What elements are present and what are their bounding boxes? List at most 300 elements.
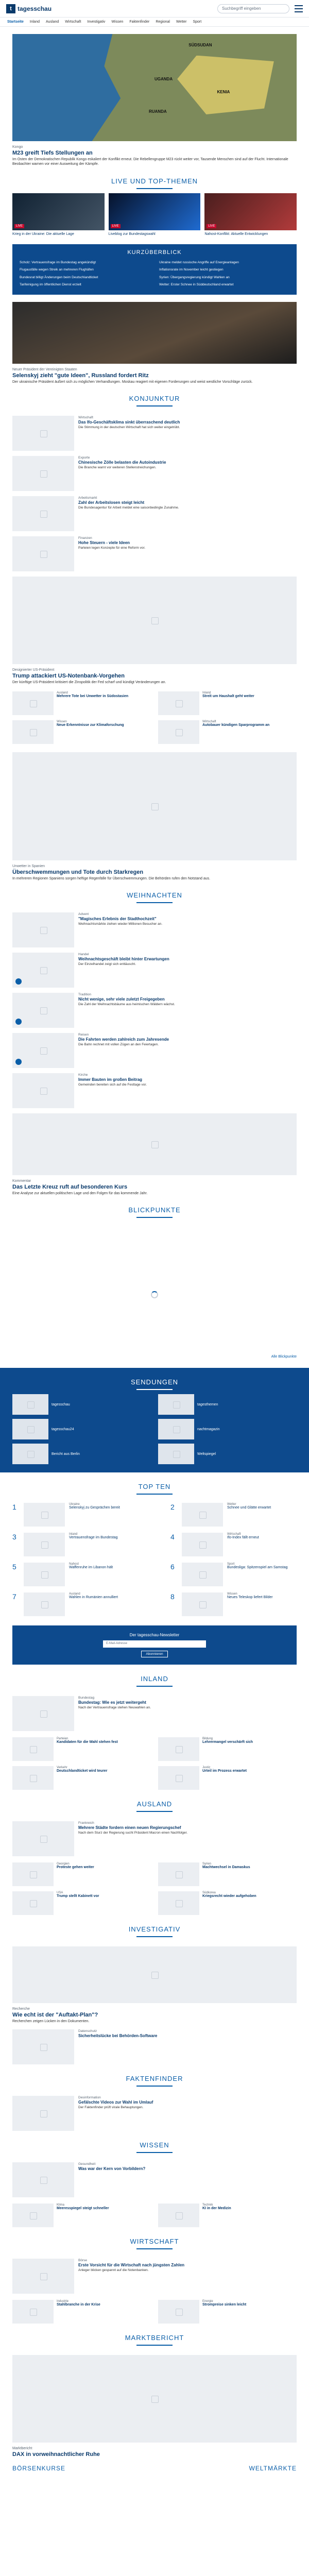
list-item[interactable] (12, 1033, 297, 1068)
item-text: Der Faktenfinder prüft virale Behauptungen. (78, 2105, 144, 2109)
topten-item[interactable] (170, 1563, 297, 1586)
nav-item[interactable]: Ausland (45, 20, 59, 24)
topten-item[interactable] (12, 1563, 139, 1586)
show-item[interactable] (158, 1444, 297, 1464)
item-text: Die Bundesagentur für Arbeit meldet eine saisonbedingte Zunahme. (78, 506, 179, 510)
grid-item[interactable] (158, 720, 297, 744)
play-icon[interactable] (15, 1059, 22, 1065)
thumbnail-image (24, 1592, 65, 1616)
article-teaser[interactable] (12, 668, 297, 685)
rank-number: 3 (12, 1533, 16, 1541)
item-headline[interactable]: Mehrere Tote bei Unwetter in Südostasien (57, 694, 129, 698)
thumbnail-image (12, 1419, 48, 1439)
brief-item[interactable]: Ukraine meldet russische Angriffe auf Energieanlagen (159, 260, 239, 264)
article-text: In mehreren Regionen Spaniens sorgen heftige Regenfälle für Überschwemmungen. Die Behörden rufen den Notstand aus. (12, 876, 211, 880)
show-title: tagesschau24 (52, 1427, 74, 1431)
thumbnail-image (158, 1766, 199, 1790)
thumbnail-image (158, 720, 199, 744)
item-headline[interactable]: Strompreise sinken leicht (202, 2302, 247, 2307)
item-kicker: Finanzen (78, 536, 92, 540)
item-headline[interactable]: Neues Teleskop liefert Bilder (227, 1596, 273, 1600)
grid-item[interactable] (158, 2204, 297, 2227)
live-row (12, 193, 297, 236)
article-teaser[interactable] (12, 2447, 297, 2458)
thumbnail-image (158, 1444, 194, 1464)
item-headline[interactable]: Selenskyj zu Gesprächen bereit (69, 1506, 120, 1510)
thumbnail-image (158, 1394, 194, 1415)
nav-item[interactable]: Inland (29, 20, 40, 24)
grid-item[interactable] (158, 1737, 297, 1761)
newsletter-box (12, 1625, 297, 1665)
article-image[interactable] (12, 302, 297, 364)
article-text: Der künftige US-Präsident kritisiert die Zinspolitik der Fed scharf und kündigt Veränderungen an. (12, 681, 166, 685)
item-headline[interactable]: Was war der Kern von Vorbildern? (78, 2166, 146, 2171)
item-headline[interactable]: Wahlen in Rumänien annulliert (69, 1596, 118, 1600)
article-text: Der ukrainische Präsident äußert sich zu möglichen Verhandlungen. Moskau reagiert mit eigenen Forderungen und weist westliche Vorschläge zurück. (12, 380, 253, 384)
grid-item[interactable] (12, 1891, 151, 1915)
thumbnail-image (12, 1891, 54, 1915)
nav-item[interactable]: Faktenfinder (129, 20, 150, 24)
grid-item[interactable] (12, 1862, 151, 1886)
thumbnail-image (12, 1766, 54, 1790)
rank-number: 5 (12, 1563, 16, 1571)
article-teaser[interactable] (12, 1179, 297, 1196)
brief-item[interactable]: Bundesrat billigt Änderungen beim Deutschlandticket (20, 275, 98, 279)
item-headline[interactable]: Deutschlandticket wird teurer (57, 1769, 108, 1773)
item-text: Parteien legen Konzepte für eine Reform vor. (78, 546, 146, 550)
live-title: Krieg in der Ukraine: Die aktuelle Lage (12, 232, 74, 236)
item-kicker: Inland (202, 691, 211, 694)
item-kicker: Börse (78, 2258, 87, 2262)
article-text: Eine Analyse zur aktuellen politischen Lage und den Folgen für das kommende Jahr. (12, 1191, 148, 1195)
brief-item[interactable]: Syrien: Übergangsregierung kündigt Wahlen an (159, 275, 230, 279)
item-kicker: Bildung (202, 1737, 213, 1741)
list-item[interactable] (12, 2096, 297, 2131)
article-image[interactable] (12, 577, 297, 664)
market-links (12, 2465, 297, 2472)
thumbnail-image (12, 496, 74, 531)
live-card[interactable] (109, 193, 201, 236)
grid-item[interactable] (158, 1862, 297, 1886)
section-title-investigativ: INVESTIGATIV (0, 1915, 309, 1941)
item-kicker: Inland (69, 1533, 78, 1536)
rank-number: 8 (170, 1592, 175, 1601)
grid-item[interactable] (12, 720, 151, 744)
list-item[interactable] (12, 2259, 297, 2294)
list-item[interactable] (12, 496, 297, 531)
hero-text: Im Osten der Demokratischen Republik Kongo eskaliert der Konflikt erneut. Die Rebellengruppe M23 rückt weiter vor, Tausende Menschen sind auf der Flucht. Internationale Beobachter warnen vor einer Ausweitung der Kämpfe. (12, 158, 288, 166)
live-title: Nahost-Konflikt: Aktuelle Entwicklungen (204, 232, 268, 236)
article-image[interactable] (12, 1946, 297, 2003)
item-headline[interactable]: Vertrauensfrage im Bundestag (69, 1536, 118, 1540)
show-item[interactable] (158, 1394, 297, 1415)
list-item[interactable] (12, 1821, 297, 1856)
item-kicker: Bundestag (78, 1696, 95, 1700)
main-nav (0, 18, 309, 27)
map-label: UGANDA (154, 77, 173, 82)
newsletter-email-input[interactable]: E-Mail-Adresse (103, 1640, 206, 1648)
thumbnail-image (12, 2029, 74, 2064)
thumbnail-image (182, 1592, 223, 1616)
thumbnail-image (12, 1821, 74, 1856)
live-title: Liveblog zur Bundestagswahl (108, 232, 156, 236)
section-title-inland: INLAND (0, 1665, 309, 1691)
thumbnail-image (12, 993, 74, 1028)
item-text: Die Bahn rechnet mit vollen Zügen an den Feiertagen. (78, 1042, 159, 1046)
item-text: Die Zahl der Weihnachtsbäume aus heimischen Wäldern wächst. (78, 1002, 175, 1006)
item-headline[interactable]: Neue Erkenntnisse zur Klimaforschung (57, 723, 124, 727)
topten-item[interactable] (170, 1592, 297, 1616)
newsletter-subscribe-button[interactable]: Abonnieren (141, 1651, 167, 1657)
thumbnail-image (182, 1533, 223, 1556)
map-label: SÜDSUDAN (188, 42, 212, 47)
article-headline[interactable]: Wie echt ist der "Auftakt-Plan"? (12, 2012, 98, 2019)
section-title-weihnachten: WEIHNACHTEN (0, 881, 309, 907)
item-kicker: Justiz (202, 1766, 211, 1770)
show-title: Bericht aus Berlin (52, 1452, 80, 1456)
live-image (12, 193, 105, 230)
thumbnail-image (12, 456, 74, 491)
article-kicker: Recherche (12, 2007, 30, 2011)
item-kicker: Ausland (69, 1592, 80, 1596)
item-headline[interactable]: Autobauer kündigen Sparprogramm an (202, 723, 270, 727)
item-headline[interactable]: Bundestag: Wie es jetzt weitergeht (78, 1700, 146, 1705)
thumbnail-image (12, 2162, 74, 2197)
item-kicker: Energie (202, 2299, 213, 2303)
list-item[interactable] (12, 1073, 297, 1108)
thumbnail-image (12, 1737, 54, 1761)
show-item[interactable] (12, 1394, 151, 1415)
brief-item[interactable]: Flugausfälle wegen Streik an mehreren Flughäfen (20, 268, 94, 272)
show-title: nachtmagazin (197, 1427, 220, 1431)
article-text: Recherchen zeigen Lücken in den Dokumenten. (12, 2020, 90, 2024)
item-kicker: Wirtschaft (78, 416, 93, 420)
rank-number: 2 (170, 1503, 175, 1512)
item-kicker: Ukraine (69, 1503, 80, 1506)
top-bar (0, 0, 309, 18)
weltmaerkte-link[interactable]: WELTMÄRKTE (249, 2464, 297, 2472)
item-kicker: Klima (57, 2203, 65, 2207)
item-headline[interactable]: Trump stellt Kabinett vor (57, 1894, 99, 1899)
thumbnail-image (12, 691, 54, 715)
topten-item[interactable] (170, 1533, 297, 1556)
item-kicker: Exporte (78, 456, 90, 460)
boersenkurse-link[interactable]: BÖRSENKURSE (12, 2464, 66, 2472)
kurzueberblick-box (12, 244, 297, 295)
topten-item[interactable] (12, 1503, 139, 1527)
play-icon[interactable] (15, 1019, 22, 1025)
article-headline[interactable]: Das Letzte Kreuz ruft auf besonderen Kurs (12, 1183, 128, 1190)
list-item[interactable] (12, 912, 297, 947)
item-headline[interactable]: Immer Bauten im großen Beitrag (78, 1077, 143, 1082)
item-kicker: Nahost (69, 1563, 79, 1566)
item-kicker: USA (57, 1891, 63, 1895)
list-item[interactable] (12, 416, 297, 451)
item-headline[interactable]: Erste Vorsicht für die Wirtschaft nach jüngsten Zahlen (78, 2262, 185, 2267)
list-item[interactable] (12, 993, 297, 1028)
thumbnail-image (12, 1696, 74, 1731)
article-headline[interactable]: DAX in vorweihnachtlicher Ruhe (12, 2451, 100, 2458)
item-kicker: Kirche (78, 1073, 88, 1077)
section-title-faktenfinder: FAKTENFINDER (0, 2064, 309, 2091)
thumbnail-image (12, 1444, 48, 1464)
hero-headline[interactable]: M23 greift Tiefs Stellungen an (12, 150, 93, 156)
card-grid (12, 1862, 297, 1915)
card-grid (12, 691, 297, 744)
item-kicker: Technik (202, 2203, 213, 2207)
article-kicker: Neuer Präsident der Vereinigten Staaten (12, 367, 77, 371)
thumbnail-image (24, 1503, 65, 1527)
play-icon[interactable] (15, 978, 22, 985)
live-card[interactable] (204, 193, 297, 236)
thumbnail-image (12, 720, 54, 744)
item-text: Anleger blicken gespannt auf die Notenbanken. (78, 2268, 149, 2272)
item-headline[interactable]: Die Fahrten werden zahlreich zum Jahresende (78, 1037, 169, 1042)
item-kicker: Wirtschaft (227, 1533, 241, 1536)
show-title: Weltspiegel (197, 1452, 216, 1456)
item-headline[interactable]: Schnee und Glätte erwartet (227, 1506, 271, 1510)
nav-item[interactable]: Regional (156, 20, 170, 24)
live-card[interactable] (12, 193, 105, 236)
rank-number: 6 (170, 1563, 175, 1571)
item-headline[interactable]: Mehrere Städte fordern einen neuen Regierungschef (78, 1825, 181, 1831)
article-teaser[interactable] (12, 865, 297, 881)
item-headline[interactable]: KI in der Medizin (202, 2206, 231, 2210)
section-title-marktbericht: MARKTBERICHT (0, 2324, 309, 2350)
card-grid (12, 1737, 297, 1790)
more-blickpunkte-link[interactable]: Alle Blickpunkte (271, 1355, 297, 1359)
item-headline[interactable]: Ifo-Index fällt erneut (227, 1536, 259, 1540)
grid-item[interactable] (158, 691, 297, 715)
item-kicker: Verkehr (57, 1766, 67, 1770)
nav-item[interactable]: Sport (193, 20, 202, 24)
item-kicker: Frankreich (78, 1821, 94, 1825)
item-text: Weihnachtsmärkte ziehen wieder Millionen Besucher an. (78, 922, 163, 926)
logo-icon: t (6, 4, 15, 13)
thumbnail-image (12, 2096, 74, 2131)
live-image (109, 193, 201, 230)
grid-item[interactable] (12, 2204, 151, 2227)
thumbnail-image (12, 1073, 74, 1108)
thumbnail-image (12, 1862, 54, 1886)
item-headline[interactable]: Hohe Steuern - viele Ideen (78, 540, 130, 546)
thumbnail-image (12, 2300, 54, 2324)
item-kicker: Wissen (227, 1592, 237, 1596)
grid-item[interactable] (158, 1891, 297, 1915)
item-headline[interactable]: Meeresspiegel steigt schneller (57, 2206, 109, 2210)
brief-item[interactable]: Wetter: Erster Schnee in Süddeutschland erwartet (159, 283, 234, 287)
item-kicker: Arbeitsmarkt (78, 496, 97, 500)
nav-item[interactable]: Wissen (111, 20, 124, 24)
topten-item[interactable] (12, 1592, 139, 1616)
section-title-topten: TOP TEN (0, 1472, 309, 1499)
article-kicker: Unwetter in Spanien (12, 864, 45, 868)
show-item[interactable] (12, 1444, 151, 1464)
thumbnail-image (12, 1394, 48, 1415)
item-text: Die Branche warnt vor weiteren Stellenstreichungen. (78, 466, 157, 470)
article-image[interactable] (12, 752, 297, 860)
item-text: Die Stimmung in der deutschen Wirtschaft hat sich weiter eingetrübt. (78, 426, 180, 430)
item-kicker: Tradition (78, 992, 92, 996)
newsletter-headline: Der tagesschau-Newsletter (129, 1633, 180, 1638)
article-teaser[interactable] (12, 2007, 297, 2024)
item-kicker: Südkorea (202, 1891, 216, 1895)
item-kicker: Reisen (78, 1032, 89, 1037)
article-kicker: Kommentar (12, 1179, 31, 1183)
item-headline[interactable]: Urteil im Prozess erwartet (202, 1769, 247, 1773)
item-kicker: Syrien (202, 1862, 212, 1866)
article-headline[interactable]: Überschwemmungen und Tote durch Starkregen (12, 869, 144, 875)
list-item[interactable] (12, 536, 297, 571)
live-badge: LIVE (207, 224, 216, 228)
item-kicker: Industrie (57, 2299, 69, 2303)
thumbnail-image (24, 1533, 65, 1556)
nav-item[interactable]: Investigativ (87, 20, 106, 24)
thumbnail-image (12, 953, 74, 988)
item-kicker: Wetter (227, 1503, 236, 1506)
nav-item[interactable]: Wetter (176, 20, 187, 24)
section-title-blickpunkte: BLICKPUNKTE (0, 1196, 309, 1222)
section-title-live: LIVE UND TOP-THEMEN (0, 167, 309, 193)
item-headline[interactable]: Zahl der Arbeitslosen steigt leicht (78, 500, 145, 505)
item-headline[interactable]: Das Ifo-Geschäftsklima sinkt überraschend deutlich (78, 420, 180, 425)
section-title-sendungen: SENDUNGEN (12, 1368, 297, 1394)
thumbnail-image (12, 2204, 54, 2227)
item-text: Nach dem Sturz der Regierung sucht Präsident Macron einen Nachfolger. (78, 1831, 188, 1835)
map-label: RUANDA (148, 109, 167, 114)
item-headline[interactable]: Nicht wenige, sehr viele zuletzt Freigegeben (78, 996, 165, 1002)
sendungen-band (0, 1368, 309, 1472)
section-title-wissen: WISSEN (0, 2131, 309, 2157)
item-headline[interactable]: Kriegsrecht wieder aufgehoben (202, 1894, 256, 1899)
item-headline[interactable]: Kandidaten für die Wahl stehen fest (57, 1740, 118, 1744)
nav-item[interactable]: Startseite (7, 20, 24, 24)
brief-item[interactable]: Scholz: Vertrauensfrage im Bundestag angekündigt (20, 260, 96, 264)
thumbnail-image (158, 2204, 199, 2227)
item-headline[interactable]: Proteste gehen weiter (57, 1866, 94, 1870)
rank-number: 1 (12, 1503, 16, 1512)
thumbnail-image (12, 2259, 74, 2294)
section-title-kurzueberblick: KURZÜBERBLICK (127, 249, 182, 256)
map-label: KENIA (217, 90, 230, 95)
thumbnail-image (158, 1891, 199, 1915)
item-kicker: Wissen (57, 720, 67, 723)
nav-item[interactable]: Wirtschaft (65, 20, 81, 24)
grid-item[interactable] (12, 2300, 151, 2324)
topten-item[interactable] (170, 1503, 297, 1527)
live-badge: LIVE (14, 224, 24, 228)
item-kicker: Sport (227, 1563, 235, 1566)
item-headline[interactable]: Gefälschte Videos zur Wahl im Umlauf (78, 2099, 153, 2105)
logo[interactable] (6, 4, 52, 13)
section-title-wirtschaft: WIRTSCHAFT (0, 2227, 309, 2253)
item-kicker: Wirtschaft (202, 720, 216, 723)
brief-item[interactable]: Tarifeinigung im öffentlichen Dienst erzielt (20, 283, 81, 287)
live-badge: LIVE (111, 224, 121, 228)
logo-text: tagesschau (18, 5, 52, 12)
article-teaser[interactable] (12, 368, 297, 384)
item-text: Der Einzelhandel zeigt sich enttäuscht. (78, 962, 136, 966)
list-item[interactable] (12, 2162, 297, 2197)
item-kicker: Gesundheit (78, 2162, 96, 2166)
card-grid (12, 2300, 297, 2324)
article-headline[interactable]: Trump attackiert US-Notenbank-Vorgehen (12, 673, 125, 680)
section-title-konjunktur: KONJUNKTUR (0, 384, 309, 411)
item-kicker: Handel (78, 952, 89, 956)
grid-item[interactable] (12, 1766, 151, 1790)
thumbnail-image (12, 536, 74, 571)
item-headline[interactable]: Waffenruhe im Libanon hält (69, 1566, 113, 1570)
topten-item[interactable] (12, 1533, 139, 1556)
thumbnail-image (24, 1563, 65, 1586)
card-grid (12, 2204, 297, 2227)
hero-kicker: Kongo (12, 145, 23, 149)
live-image (204, 193, 297, 230)
rank-number: 7 (12, 1592, 16, 1601)
item-headline[interactable]: Weihnachtsgeschäft bleibt hinter Erwartungen (78, 956, 169, 961)
thumbnail-image (158, 691, 199, 715)
thumbnail-image (158, 2300, 199, 2324)
item-headline[interactable]: Chinesische Zölle belasten die Autoindustrie (78, 460, 166, 465)
item-kicker: Datenschutz (78, 2029, 97, 2033)
show-title: tagesschau (52, 1402, 70, 1406)
article-headline[interactable]: Selenskyj zieht "gute Ideen", Russland fordert Ritz (12, 372, 149, 379)
thumbnail-image (12, 912, 74, 947)
hero-map-image[interactable] (12, 34, 297, 141)
hero-teaser[interactable] (12, 145, 297, 167)
list-item[interactable] (12, 2029, 297, 2064)
list-item[interactable] (12, 456, 297, 491)
thumbnail-image (182, 1503, 223, 1527)
item-headline[interactable]: Sicherheitslücke bei Behörden-Software (78, 2033, 158, 2038)
item-kicker: Georgien (57, 1862, 70, 1866)
thumbnail-image (182, 1563, 223, 1586)
article-kicker: Designierter US-Präsident (12, 668, 55, 672)
item-headline[interactable]: "Magisches Erlebnis der Stadthochzeit" (78, 916, 157, 921)
item-headline[interactable]: Streit um Haushalt geht weiter (202, 694, 254, 698)
grid-item[interactable] (12, 691, 151, 715)
item-headline[interactable]: Lehrermangel verschärft sich (202, 1740, 253, 1744)
show-item[interactable] (158, 1419, 297, 1439)
thumbnail-image (12, 1033, 74, 1068)
item-headline[interactable]: Bundesliga: Spitzenspiel am Samstag (227, 1566, 288, 1570)
grid-item[interactable] (158, 1766, 297, 1790)
thumbnail-image (158, 1419, 194, 1439)
list-item[interactable] (12, 953, 297, 988)
article-image[interactable] (12, 1113, 297, 1175)
item-kicker: Parteien (57, 1737, 68, 1741)
section-title-ausland: AUSLAND (0, 1790, 309, 1816)
thumbnail-image (12, 416, 74, 451)
grid-item[interactable] (158, 2300, 297, 2324)
grid-item[interactable] (12, 1737, 151, 1761)
market-chart-image[interactable] (12, 2355, 297, 2443)
item-headline[interactable]: Stahlbranche in der Krise (57, 2302, 100, 2307)
search-input[interactable]: Suchbegriff eingeben (217, 4, 289, 13)
show-title: tagesthemen (197, 1402, 218, 1406)
loading-spinner-icon (151, 1291, 158, 1298)
item-headline[interactable]: Machtwechsel in Damaskus (202, 1866, 250, 1870)
item-kicker: Advent (78, 912, 89, 916)
menu-icon[interactable] (295, 5, 303, 12)
show-item[interactable] (12, 1419, 151, 1439)
item-text: Gemeinden bereiten sich auf die Festtage vor. (78, 1082, 147, 1087)
list-item[interactable] (12, 1696, 297, 1731)
rank-number: 4 (170, 1533, 175, 1541)
article-kicker: Marktbericht (12, 2446, 32, 2450)
item-kicker: Desinformation (78, 2095, 101, 2099)
brief-item[interactable]: Inflationsrate im November leicht gestiegen (159, 268, 224, 272)
